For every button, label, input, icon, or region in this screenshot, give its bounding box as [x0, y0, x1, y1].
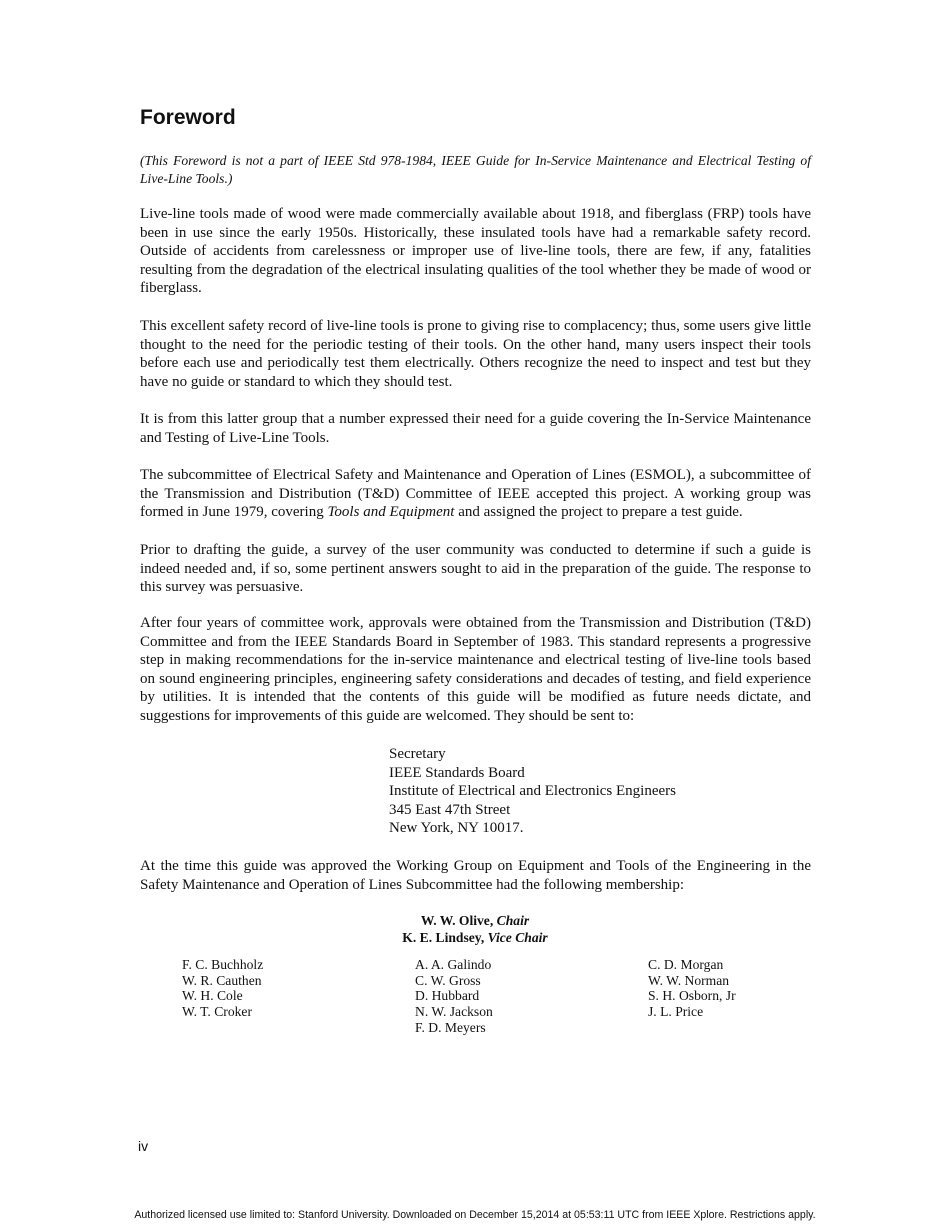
- member-name: F. C. Buchholz: [182, 957, 264, 972]
- member-column-1: [182, 957, 263, 1020]
- chair-line: [0, 912, 950, 929]
- mailing-address: [389, 745, 676, 838]
- paragraph-subcommittee-start: The subcommittee of Electrical Safety and Maintenance and Operation of Lines (ESMOL), a subcommittee of the Transmission and Distribution (T&D) Committee of IEEE accepted this project. A working group was formed in June 1979, covering: [140, 467, 811, 521]
- address-line: 345 East 47th Street: [389, 801, 511, 818]
- paragraph-membership: At the time this guide was approved the Working Group on Equipment and Tools of the Engineering in the Safety Maintenance and Operation of Lines Subcommittee had the following membership:: [140, 858, 811, 893]
- paragraph-request: It is from this latter group that a number expressed their need for a guide covering the In-Service Maintenance and Testing of Live-Line Tools.: [140, 411, 811, 446]
- member-name: A. A. Galindo: [415, 957, 492, 972]
- foreword-note: (This Foreword is not a part of IEEE Std 978-1984, IEEE Guide for In-Service Maintenance and Electrical Testing of Live-Line Tools.): [140, 153, 811, 186]
- working-group-officers: [0, 912, 950, 946]
- address-line: Secretary: [389, 746, 446, 762]
- vice-chair-line: [0, 929, 950, 946]
- license-footer: Authorized licensed use limited to: Stanford University. Downloaded on December 15,2014 at 05:53:11 UTC from IEEE Xplore. Restrictions apply.: [134, 1209, 816, 1221]
- member-name: W. W. Norman: [648, 972, 730, 988]
- paragraph-subcommittee: [140, 466, 811, 522]
- paragraph-survey: Prior to drafting the guide, a survey of the user community was conducted to determine if such a guide is indeed needed and, if so, some pertinent answers sought to aid in the preparation of the guide. The response to this survey was persuasive.: [140, 542, 811, 596]
- paragraph-approval: After four years of committee work, approvals were obtained from the Transmission and Distribution (T&D) Committee and from the IEEE Standards Board in September of 1983. This standard represents a progressive step in making recommendations for the in-service maintenance and electrical testing of live-line tools based on sound engineering principles, engineering safety considerations and decades of testing, and field experience by utilities. It is intended that the contents of this guide will be modified as future needs dictate, and suggestions for improvements of this guide are welcomed. They should be sent to:: [140, 615, 811, 724]
- member-name: J. L. Price: [648, 1004, 704, 1020]
- member-name: N. W. Jackson: [415, 1004, 493, 1020]
- member-name: W. H. Cole: [182, 988, 243, 1004]
- member-name: C. W. Gross: [415, 972, 481, 988]
- address-line: IEEE Standards Board: [389, 764, 525, 781]
- paragraph-subcommittee-end: and assigned the project to prepare a test guide.: [454, 504, 743, 521]
- address-line: New York, NY 10017.: [389, 820, 524, 837]
- vice-chair-role: Vice Chair: [487, 930, 548, 945]
- member-name: C. D. Morgan: [648, 957, 724, 972]
- paragraph-subcommittee-emphasis: Tools and Equipment: [327, 504, 455, 521]
- vice-chair-name: K. E. Lindsey,: [402, 930, 485, 945]
- member-name: D. Hubbard: [415, 988, 480, 1004]
- member-name: W. R. Cauthen: [182, 972, 262, 988]
- page-title: Foreword: [140, 106, 236, 129]
- chair-name: W. W. Olive,: [420, 913, 494, 928]
- paragraph-history: Live-line tools made of wood were made commercially available about 1918, and fiberglass (FRP) tools have been in use since the early 1950s. Historically, these insulated tools have had a remarkable safety record. Outside of accidents from carelessness or improper use of live-line tools, there are few, if any, fatalities resulting from the degradation of the electrical insulating qualities of the tool whether they be made of wood or fiberglass.: [140, 206, 811, 297]
- member-name: F. D. Meyers: [415, 1019, 486, 1035]
- paragraph-safety-record: This excellent safety record of live-line tools is prone to giving rise to complacency; thus, some users give little thought to the need for the periodic testing of their tools. On the other hand, many users inspect their tools before each use and periodically test them electrically. Others recognize the need to inspect and test but they have no guide or standard to which they should test.: [140, 318, 811, 390]
- member-name: S. H. Osborn, Jr: [648, 988, 736, 1004]
- member-name: W. T. Croker: [182, 1004, 252, 1020]
- page-number: iv: [138, 1138, 149, 1154]
- member-column-2: [415, 957, 493, 1036]
- address-line: Institute of Electrical and Electronics Engineers: [389, 783, 676, 800]
- chair-role: Chair: [496, 913, 530, 928]
- member-column-3: [648, 957, 736, 1020]
